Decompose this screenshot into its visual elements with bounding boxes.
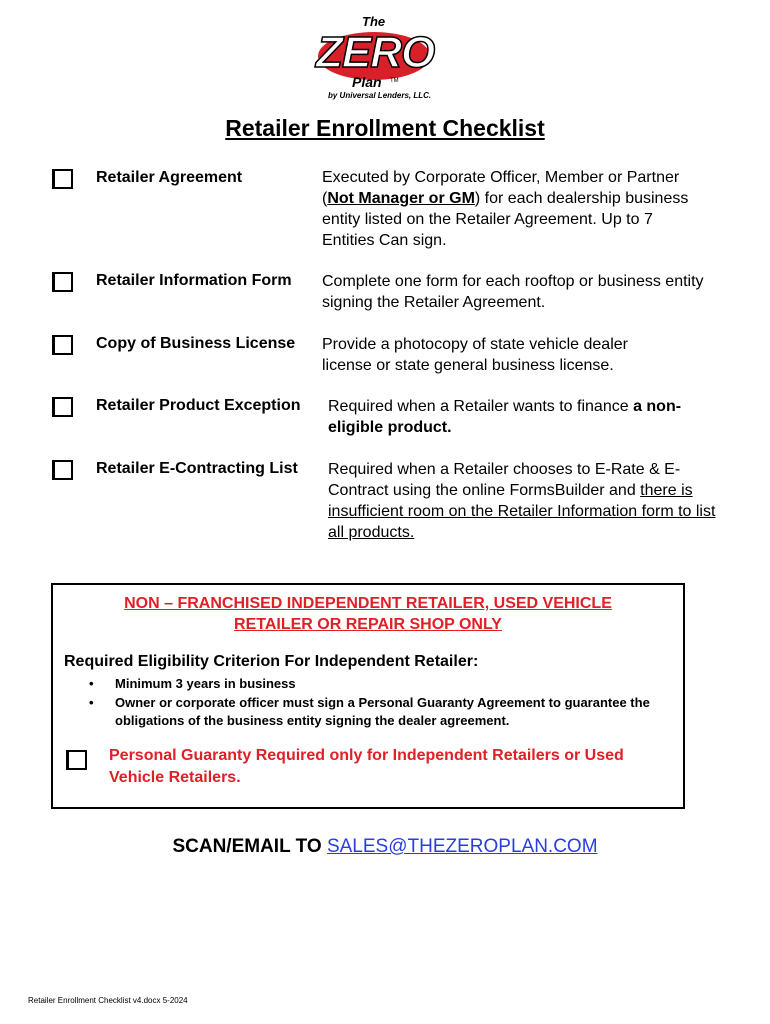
checkbox-retailer-information-form[interactable] — [52, 272, 73, 292]
email-link[interactable]: SALES@THEZEROPLAN.COM — [326, 836, 598, 857]
bullet-item — [89, 694, 689, 730]
notice-heading — [53, 593, 683, 635]
logo-plan: Plan — [352, 74, 382, 90]
checkbox-personal-guaranty[interactable] — [66, 750, 87, 770]
scan-email-line — [0, 836, 770, 858]
item-label-retailer-agreement: Retailer Agreement — [96, 169, 243, 186]
personal-guaranty-text: Personal Guaranty Required only for Independent Retailers or Used Vehicle Retailers. — [109, 747, 624, 786]
desc-text: Required when a Retailer chooses to E-Rate & E-Contract using the online FormsBuilder and — [328, 461, 681, 499]
logo-byline: by Universal Lenders, LLC. — [328, 91, 432, 100]
criterion-title: Required Eligibility Criterion For Independent Retailer: — [64, 653, 479, 670]
bullet-text: Minimum 3 years in business — [115, 676, 296, 691]
zero-plan-logo — [310, 14, 460, 100]
item-desc-retailer-information-form: Complete one form for each rooftop or business entity signing the Retailer Agreement. — [322, 273, 704, 311]
checkbox-business-license[interactable] — [52, 335, 73, 355]
checkbox-e-contracting-list[interactable] — [52, 460, 73, 480]
item-label-business-license: Copy of Business License — [96, 335, 296, 352]
bullet-item — [89, 675, 669, 693]
notice-heading-line1: NON – FRANCHISED INDEPENDENT RETAILER, USED VEHICLE — [124, 595, 612, 612]
logo-zero: ZERO — [316, 28, 435, 77]
item-desc-e-contracting-list — [328, 459, 723, 543]
item-desc-product-exception — [328, 396, 723, 438]
desc-text: Required when a Retailer wants to finance — [328, 398, 634, 415]
footer-filename: Retailer Enrollment Checklist v4.docx 5-2024 — [28, 996, 188, 1005]
bullet-icon: • — [89, 676, 94, 691]
desc-emphasis: Not Manager or GM — [327, 190, 475, 207]
item-label-product-exception: Retailer Product Exception — [96, 397, 301, 414]
desc-underlined: there is insufficient room on the Retailer Information form to list all products. — [328, 482, 716, 541]
scan-label: SCAN/EMAIL TO — [172, 836, 327, 857]
item-label-e-contracting-list: Retailer E-Contracting List — [96, 460, 298, 477]
item-label-retailer-information-form: Retailer Information Form — [96, 272, 292, 289]
desc-emphasis: a non-eligible product. — [328, 398, 682, 436]
independent-retailer-notice-box — [51, 583, 685, 809]
item-desc-business-license: Provide a photocopy of state vehicle dealer license or state general business license. — [322, 336, 628, 374]
item-desc-retailer-agreement — [322, 167, 702, 251]
checkbox-retailer-agreement[interactable] — [52, 169, 73, 189]
checkbox-product-exception[interactable] — [52, 397, 73, 417]
notice-heading-line2: RETAILER OR REPAIR SHOP ONLY — [234, 616, 502, 633]
bullet-icon: • — [89, 695, 94, 710]
bullet-text: Owner or corporate officer must sign a Personal Guaranty Agreement to guarantee the obligations of the business entity signing the dealer agreement. — [115, 695, 650, 728]
desc-text: Executed by Corporate Officer, Member or Partner ( — [322, 169, 680, 207]
logo-tm: TM — [390, 78, 399, 84]
logo-the: The — [362, 14, 386, 29]
desc-text: ) for each dealership business entity listed on the Retailer Agreement. Up to 7 Entities Can sign. — [322, 190, 689, 249]
page-title: Retailer Enrollment Checklist — [225, 115, 545, 141]
